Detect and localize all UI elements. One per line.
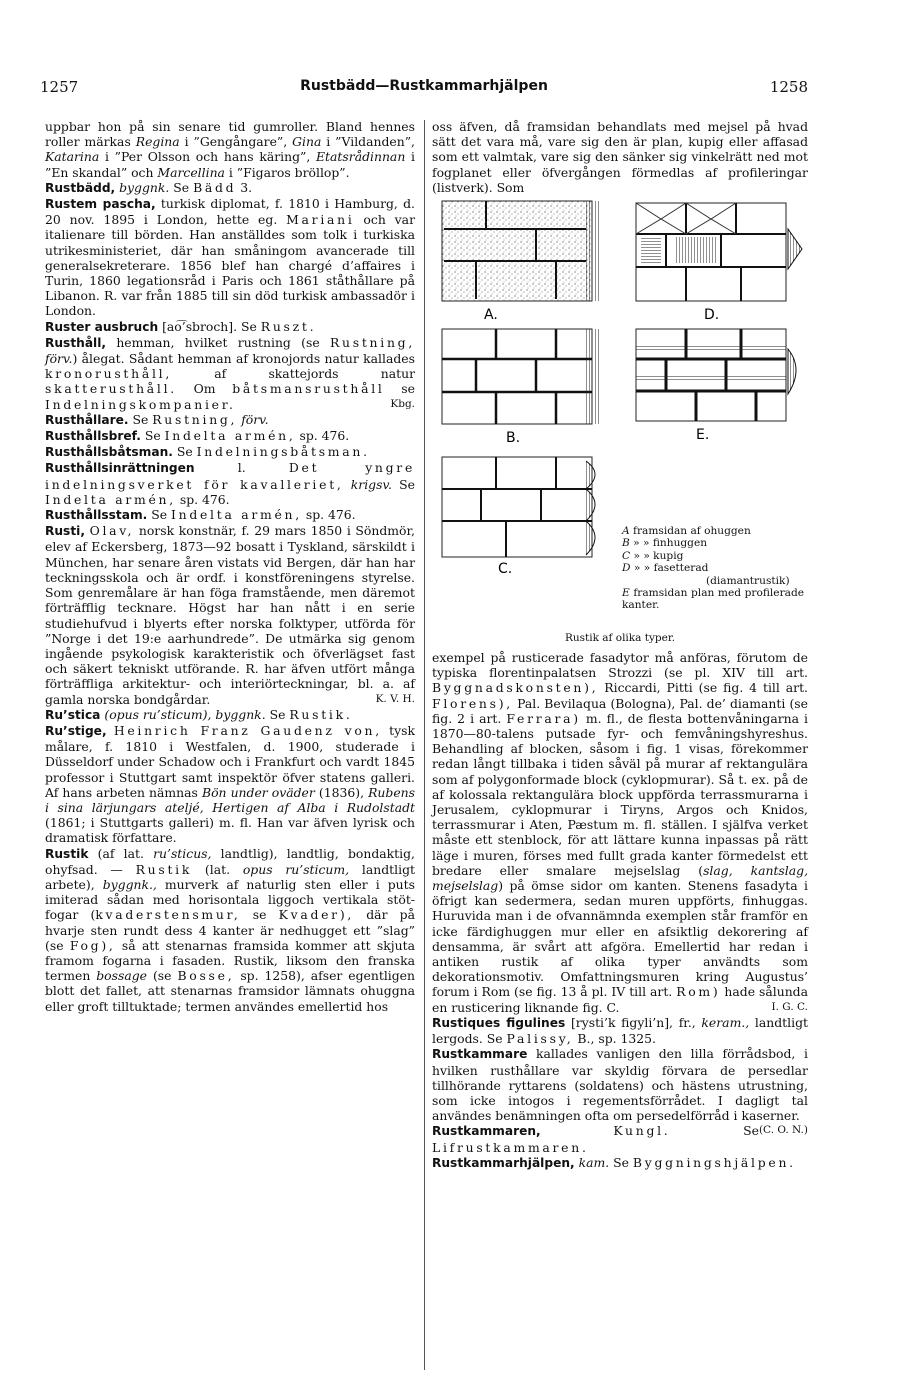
headword: Rustkammaren, (432, 1124, 541, 1139)
figure-label-d: D. (704, 307, 720, 324)
page-header (40, 78, 808, 100)
legend-row: C » » kupig (622, 549, 684, 562)
entry-rustige: Ru’stige, Heinrich Franz Gaudenz von, tysk målare, f. 1810 i Westfalen, d. 1900, studerade i Düsseldorf under Schadow och i Frankfurt och vardt 1845 professor i Stuttgart samt inspektör öfver statens galleri. Af hans arbeten nämnas Bön under oväder (1836), Rubens i sina lärjungars ateljé, Hertigen af Alba i Rudolstadt (1861; i Stuttgarts galleri) m. fl. Han var äfven lyrisk och dramatisk författare. (45, 722, 415, 846)
entry-rusthall: Rusthåll, hemman, hvilket rustning (se Rustning, förv.) ålegat. Sådant hemman af kronojords natur kallades kronorusthåll, af skattejords natur skatterusthåll. Om båtsmansrusthåll se Indelningskompanier. Kbg. (45, 334, 415, 412)
headword: Rusthållsstam. (45, 508, 148, 523)
page-number-left: 1257 (40, 78, 79, 96)
right-column (432, 119, 808, 1171)
figure-b-fine-hewn (442, 329, 600, 424)
entry-rustiques-figulines: Rustiques figulines [rysti’k figyli’n], fr., keram., landtligt lergods. Se Palissy, B., sp. 1325. (432, 1014, 808, 1047)
entry-rustkammarhjalpen: Rustkammarhjälpen, kam. Se Byggningshjälpen. (432, 1154, 796, 1170)
legend-row: D » » fasetterad (622, 562, 709, 575)
author-signature: Kbg. (390, 397, 415, 410)
paragraph-continuation: uppbar hon på sin senare tid gumroller. Bland hennes roller märkas Regina i ”Gengångare”, Gina i ”Vildanden”, Katarina i ”Per Olsson och hans käring”, Etatsrådinnan i ”En skandal” och Marcellina i ”Figaros bröllop”. (45, 119, 416, 180)
paragraph-continuation: oss äfven, då framsidan behandlats med mejsel på hvad sätt det vara må, vare sig den är plan, kupig eller affasad som ett valmtak, vare sig den sänker sig vinkelrätt ned mot fogplanet eller öfvergången förmedlas af profileringar (listverk). Som (432, 119, 808, 195)
entry-rusthallare: Rusthållare. Se Rustning, förv. (45, 411, 269, 427)
headword: Rustiques figulines (432, 1015, 566, 1030)
legend-row: E framsidan plan med profilerade kanter. (622, 587, 804, 612)
legend-row: A framsidan af ohuggen (622, 525, 751, 538)
entry-ruster-ausbruch: Ruster ausbruch [ao͡’sbroch]. Se Ruszt. (45, 318, 317, 334)
figure-legend (622, 525, 804, 612)
legend-row: (diamantrustik) (706, 574, 790, 587)
author-signature: I. G. C. (771, 1000, 808, 1013)
headword: Rustem pascha, (45, 197, 156, 212)
figure-label-b: B. (506, 430, 521, 447)
headword: Ru’stige, (45, 723, 107, 738)
figure-d-faceted (636, 203, 802, 301)
headword: Rustkammare (432, 1047, 528, 1062)
figure-a-rough-stone (442, 201, 600, 301)
figure-label-a: A. (484, 307, 498, 324)
entry-rusti: Rusti, Olav, norsk konstnär, f. 29 mars 1850 i Söndmör, elev af Eckersberg, 1873—92 bosatt i Tyskland, särskildt i München, har senare åren vistats vid Bergen, där han har teckningsskola och är ordf. i konstföreningens styrelse. Som genremålare är han föga framstående, men däremot förträfflig tecknare. Högst har han nått i en serie studiehufvud i blyerts efter norska folktyper, utförda för ”Norge i det 19:e aarhundrede”. De utmärka sig genom ingående psykologisk karakteristik och öfverlägset fast och säkert tekniskt utförande. R. har äfven utfört många förträffliga arkitektur- och interiörteckningar, bl. a. af gamla norska bondgårdar. K. V. H. (45, 523, 415, 707)
headword: Rusthåll, (45, 335, 107, 350)
headword: Rusthållsinrättningen (45, 461, 195, 476)
headword: Rusthållare. (45, 412, 129, 427)
headword: Rustbädd, (45, 180, 116, 195)
entry-rustik: Rustik (af lat. ru’sticus, landtlig), landtlig, bondaktig, ohyfsad. — Rustik (lat. opus ru’sticum, landtligt arbete), byggnk., murverk af naturlig sten eller i puts imiterad sådan med horisontala liggoch vertikala stöt-fogar (kvaderstensmur, se Kvader), där på hvarje sten rundt dess 4 kanter är nedhugget ett ”slag” (se Fog), så att stenarnas framsida kommer att skjuta framom fogarna i fasaden. Rustik, liksom den franska termen bossage (se Bosse, sp. 1258), afser egentligen blott det fallet, att stenarnas framsidor lämnats ohuggna eller groft tilltuktade; termen användes emellertid hos (45, 845, 415, 1014)
figure-label-e: E. (696, 427, 710, 444)
headword: Ruster ausbruch (45, 319, 159, 334)
rustik-figure (432, 199, 808, 644)
entry-rustica: Ru’stica (opus ru’sticum), byggnk. Se Rustik. (45, 706, 353, 722)
entry-rusthallsinrattningen: Rusthållsinrättningen l. Det yngre indelningsverket för kavalleriet, krigsv. Se Indelta armén, sp. 476. (45, 460, 416, 507)
entry-rustbadd: Rustbädd, byggnk. Se Bädd 3. (45, 179, 253, 195)
headword: Ru’stica (45, 707, 101, 722)
entry-rusthallsbref: Rusthållsbref. Se Indelta armén, sp. 476. (45, 428, 350, 444)
figure-caption: Rustik af olika typer. (564, 632, 676, 645)
entry-rustkammaren: Rustkammaren, Kungl. Se Lifrustkammaren. (432, 1123, 759, 1155)
entry-rusthallsstam: Rusthållsstam. Se Indelta armén, sp. 476. (45, 507, 356, 523)
entry-rusthallsbatsman: Rusthållsbåtsman. Se Indelningsbåtsman. (45, 444, 370, 460)
entry-rustem-pascha: Rustem pascha, turkisk diplomat, f. 1810 i Hamburg, d. 20 nov. 1895 i London, hette eg. Mariani och var italienare till börden. Han anställdes som tolk i turkiska utrikesministeriet, där han småningom avancerade till generalsekreterare. 1856 blef han chargé d’affaires i Turin, 1860 legationsråd i Paris och 1861 ståthållare på Libanon. R. var från 1885 till sin död turkisk ambassadör i London. (45, 196, 415, 319)
column-divider (424, 120, 425, 1370)
running-title: Rustbädd—Rustkammarhjälpen (300, 78, 548, 94)
figure-e-profiled (636, 329, 796, 421)
left-column (45, 119, 415, 1014)
entry-rustkammare: Rustkammare kallades vanligen den lilla förrådsbod, i hvilken rusthållare var skyldig förvara de persedlar tillhörande ryttarens (soldatens) och hästens utrustning, som icke intogos i regementsförrådet. I dagligt tal användes benämningen ofta om persedelförråd i kaserner. (C. O. N.) (432, 1046, 808, 1123)
page-number-right: 1258 (769, 78, 808, 96)
headword: Rusthållsbref. (45, 429, 141, 444)
headword: Rustik (45, 846, 89, 861)
author-signature: K. V. H. (375, 692, 415, 705)
legend-row: B » » finhuggen (622, 537, 708, 550)
headword: Rusti, (45, 524, 85, 539)
headword: Rusthållsbåtsman. (45, 445, 173, 460)
figure-label-c: C. (498, 561, 513, 578)
headword: Rustkammarhjälpen, (432, 1155, 575, 1170)
paragraph-examples: exempel på rusticerade fasadytor må anföras, förutom de typiska florentinpalatsen Strozzi (se pl. XIV till art. Byggnadskonsten), Riccardi, Pitti (se fig. 4 till art. Florens), Pal. Bevilaqua (Bologna), Pal. de’ diamanti (se fig. 2 i art. Ferrara) m. fl., de flesta bottenvåningarna i 1870—80-talens putsade fyr- och femvåningshyreshus. Behandling af blocken, såsom i fig. 1 visas, förekommer redan långt tillbaka i tiden såväl på murar af rektangulära som af polygonformade block (cyklopmurar). Så t. ex. på de af kolossala rektangulära block uppförda terrassmurarna i Jerusalem, cyklopmurar i Tiryns, Argos och Knidos, terrassmurar i Aten, Pæstum m. fl. ställen. I själfva verket måste ett stenblock, för att lättare kunna inpassas på rätt läge i muren, förses med fullt grada kanter förmedelst ett bredare eller smalare mejselslag (slag, kantslag, mejselslag) på ömse sidor om kanten. Stenens fasadyta i öfrigt kan sedermera, sedan muren uppförts, finhuggas. Huruvida man i de ofvannämnda exemplen står framför en icke färdighuggen mur eller en afsiktlig dekorering af densamma, är svårt att afgöra. Emellertid har redan i antiken rustik af olika typer användts som dekorationsmotiv. Omfattningsmuren kring Augustus’ forum i Rom (se fig. 13 å pl. IV till art. Rom) hade sålunda en rusticering liknande fig. C. I. G. C. (432, 650, 809, 1015)
author-signature: (C. O. N.) (758, 1124, 808, 1137)
figure-c-cushioned (442, 457, 595, 557)
